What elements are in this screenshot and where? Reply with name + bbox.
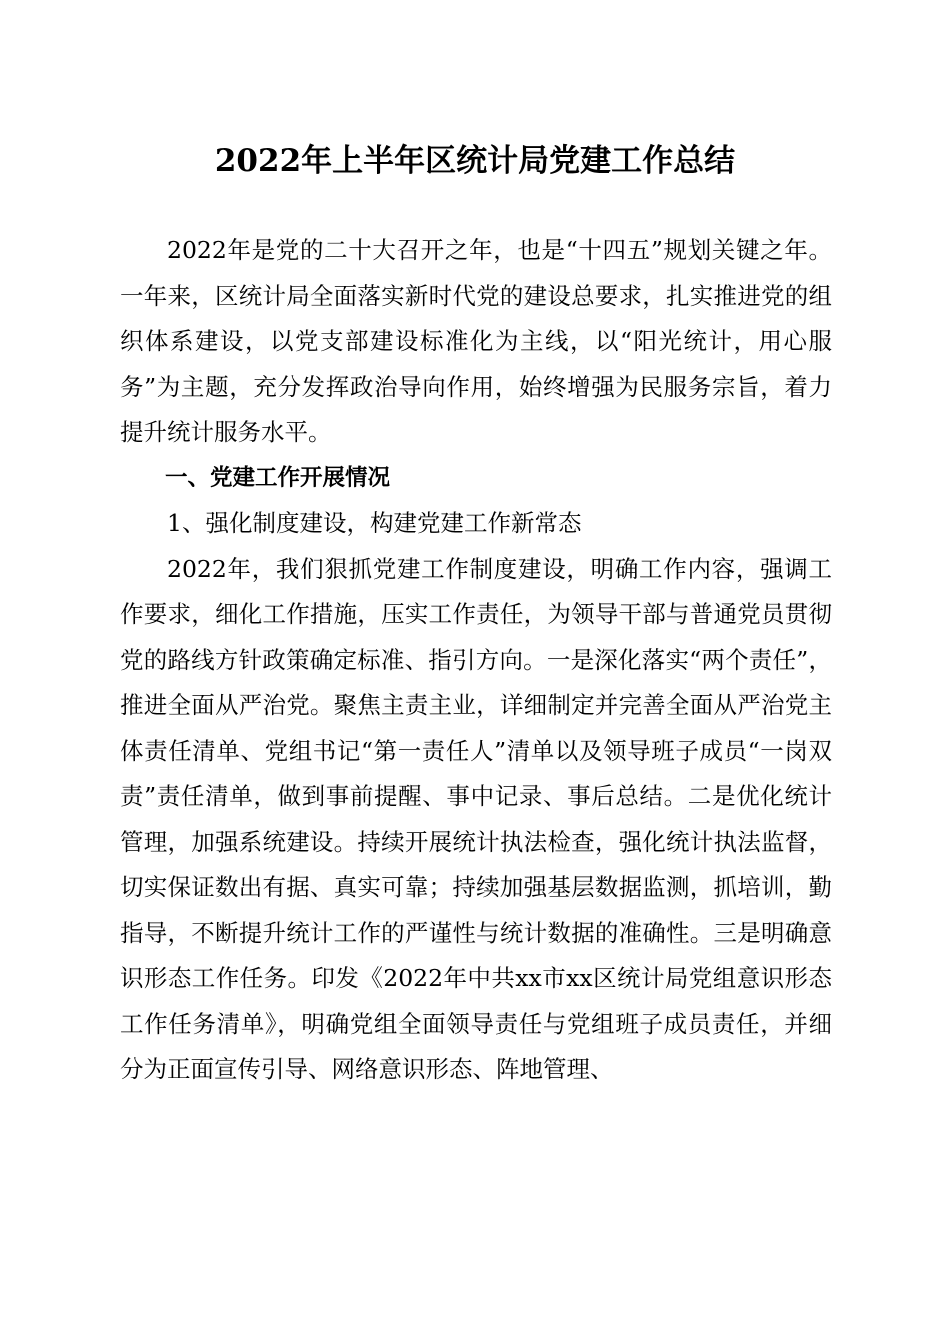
document-title: 2022年上半年区统计局党建工作总结 <box>214 143 736 179</box>
subsection-heading-1: 1、强化制度建设，构建党建工作新常态 <box>167 509 582 537</box>
intro-paragraph: 2022年是党的二十大召开之年，也是“十四五”规划关键之年。一年来，区统计局全面落实新时代党的建设总要求，扎实推进党的组织体系建设，以党支部建设标准化为主线，以“阳光统计，用心服务”为主题，充分发挥政治导向作用，始终增强为民服务宗旨，着力提升统计服务水平。 <box>120 236 832 446</box>
section-heading-1: 一、党建工作开展情况 <box>165 464 391 491</box>
subsection-paragraph-1: 2022年，我们狠抓党建工作制度建设，明确工作内容，强调工作要求，细化工作措施，压实工作责任，为领导干部与普通党员贯彻党的路线方针政策确定标准、指引方向。一是深化落实“两个责任”，推进全面从严治党。聚焦主责主业，详细制定并完善全面从严治党主体责任清单、党组书记“第一责任人”清单以及领导班子成员“一岗双责”责任清单，做到事前提醒、事中记录、事后总结。二是优化统计管理，加强系统建设。持续开展统计执法检查，强化统计执法监督，切实保证数出有据、真实可靠；持续加强基层数据监测，抓培训，勤指导，不断提升统计工作的严谨性与统计数据的准确性。三是明确意识形态工作任务。印发《2022年中共xx市xx区统计局党组意识形态工作任务清单》，明确党组全面领导责任与党组班子成员责任，并细分为正面宣传引导、网络意识形态、阵地管理、 <box>120 554 832 1083</box>
document-body <box>120 228 832 1093</box>
